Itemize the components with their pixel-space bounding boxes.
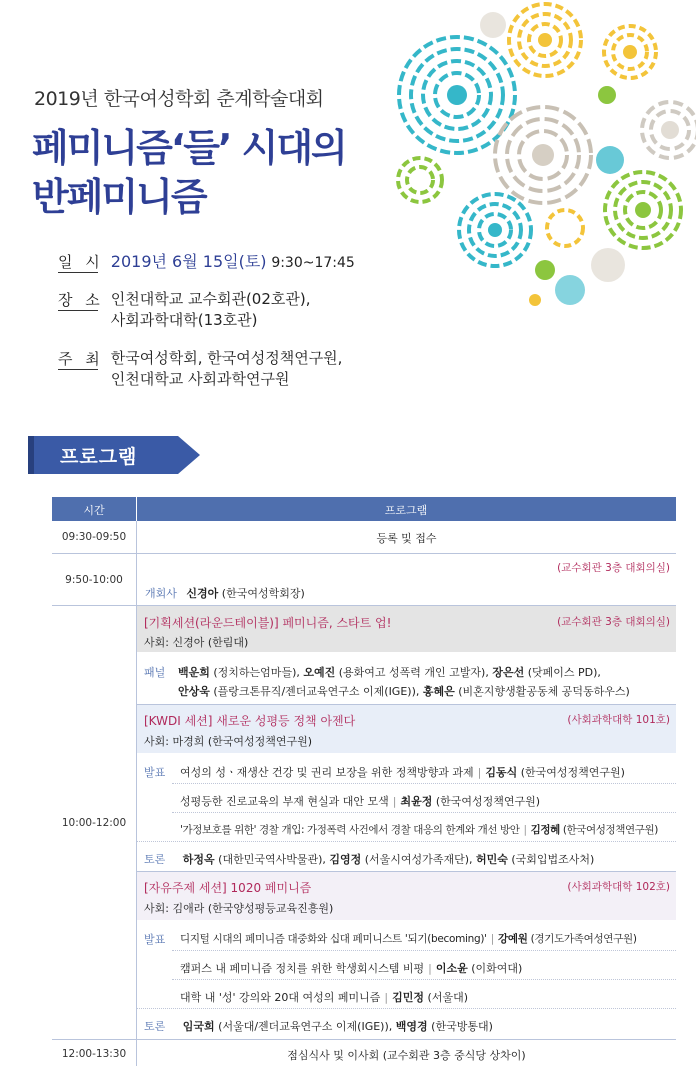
info-place-key: 장 소: [58, 291, 104, 309]
session2-talk3: '가정보호를 위한' 경찰 개입: 가정폭력 사건에서 경찰 대응의 한계와 개선 방안 | 김정혜 (한국여성정책연구원): [180, 824, 658, 836]
header-program: 프로그램: [384, 504, 428, 517]
session3-location: (사회과학대학 102호): [567, 881, 670, 893]
event-title-line1: 페미니즘‘들’ 시대의: [32, 126, 346, 170]
row4-program: 점심식사 및 이사회 (교수회관 3층 중식당 상차이): [287, 1049, 526, 1062]
opening-affiliation: (한국여성학회장): [221, 587, 305, 600]
row3-time: 10:00-12:00: [61, 817, 127, 829]
opening-speaker: 신경아: [186, 587, 219, 600]
session1-panel-line2: 안상욱 (플랑크톤뮤직/젠더교육연구소 이제(IGE)), 홍혜은 (비혼지향생활공동체 공덕동하우스): [178, 685, 630, 698]
session2-location: (사회과학대학 101호): [567, 714, 670, 726]
info-place-line2: 사회과학대학(13호관): [110, 311, 258, 329]
row1-time: 09:30-09:50: [61, 531, 127, 543]
session2-talk2: 성평등한 진로교육의 부재 현실과 대안 모색 | 최윤정 (한국여성정책연구원): [180, 795, 541, 808]
info-date-key: 일 시: [58, 253, 104, 271]
session3-chair: 사회: 김애라 (한국양성평등교육진흥원): [144, 902, 334, 915]
session3-title: [자유주제 세션] 1020 페미니즘: [144, 881, 312, 895]
row1-program: 등록 및 접수: [376, 532, 437, 545]
row2-time: 9:50-10:00: [65, 574, 123, 586]
info-date: 2019년 6월 15일(토): [110, 252, 267, 271]
row2-location: (교수회관 3층 대회의실): [557, 562, 670, 574]
session1-location: (교수회관 3층 대회의실): [557, 616, 670, 628]
session1-chair: 사회: 신경아 (한림대): [144, 636, 249, 649]
row4-time: 12:00-13:30: [61, 1048, 127, 1060]
info-host-key: 주 최: [58, 350, 104, 368]
info-host-row: [58, 348, 342, 390]
session2-chair: 사회: 마경희 (한국여성정책연구원): [144, 735, 313, 748]
event-subtitle: 2019년 한국여성학회 춘계학술대회: [34, 88, 324, 110]
session3-talk1: 디지털 시대의 페미니즘 대중화와 십대 페미니스트 '되기(becoming)' | 강예원 (경기도가족여성연구원): [180, 933, 637, 945]
session2-talk-tag: 발표: [144, 766, 166, 779]
decorative-circles: [395, 0, 696, 320]
program-banner-label: 프로그램: [60, 446, 138, 468]
session2-title: [KWDI 세션] 새로운 성평등 정책 아젠다: [144, 714, 356, 728]
row2-opening: [145, 585, 305, 601]
info-host-line2: 인천대학교 사회과학연구원: [110, 370, 290, 388]
session1-panel-line1: 백운희 (정치하는엄마들), 오예진 (용화여고 성폭력 개인 고발자), 장은선 (닷페이스 PD),: [178, 666, 601, 679]
session3-talk3: 대학 내 '성' 강의와 20대 여성의 페미니즘 | 김민정 (서울대): [180, 991, 468, 1004]
session2-discussants: 토론 하정옥 (대한민국역사박물관), 김영정 (서울시여성가족재단), 허민숙 (국회입법조사처): [144, 853, 595, 866]
header-time: 시간: [83, 504, 105, 517]
event-title-line2: 반페미니즘: [32, 175, 206, 219]
info-date-row: [58, 251, 355, 274]
info-host-line1: 한국여성학회, 한국여성정책연구원,: [110, 349, 343, 367]
program-table: [52, 497, 676, 1066]
table-header: [52, 497, 676, 521]
session3-talk-tag: 발표: [144, 933, 166, 946]
info-place-line1: 인천대학교 교수회관(02호관),: [110, 290, 311, 308]
session3-talk2: 캠퍼스 내 페미니즘 정치를 위한 학생회시스템 비평 | 이소윤 (이화여대): [180, 962, 523, 975]
session2-talk1: 여성의 성ㆍ재생산 건강 및 권리 보장을 위한 정책방향과 과제 | 김동식 (한국여성정책연구원): [180, 766, 625, 779]
session1-title: [기획세션(라운드테이블)] 페미니즘, 스타트 업!: [144, 616, 392, 630]
session3-discussants: 토론 임국희 (서울대/젠더교육연구소 이제(IGE)), 백영경 (한국방통대): [144, 1020, 493, 1033]
info-place-row: [58, 289, 311, 331]
session1-panel-tag: 패널: [144, 666, 166, 679]
opening-label: 개회사: [145, 587, 177, 600]
info-time: 9:30~17:45: [271, 255, 355, 271]
